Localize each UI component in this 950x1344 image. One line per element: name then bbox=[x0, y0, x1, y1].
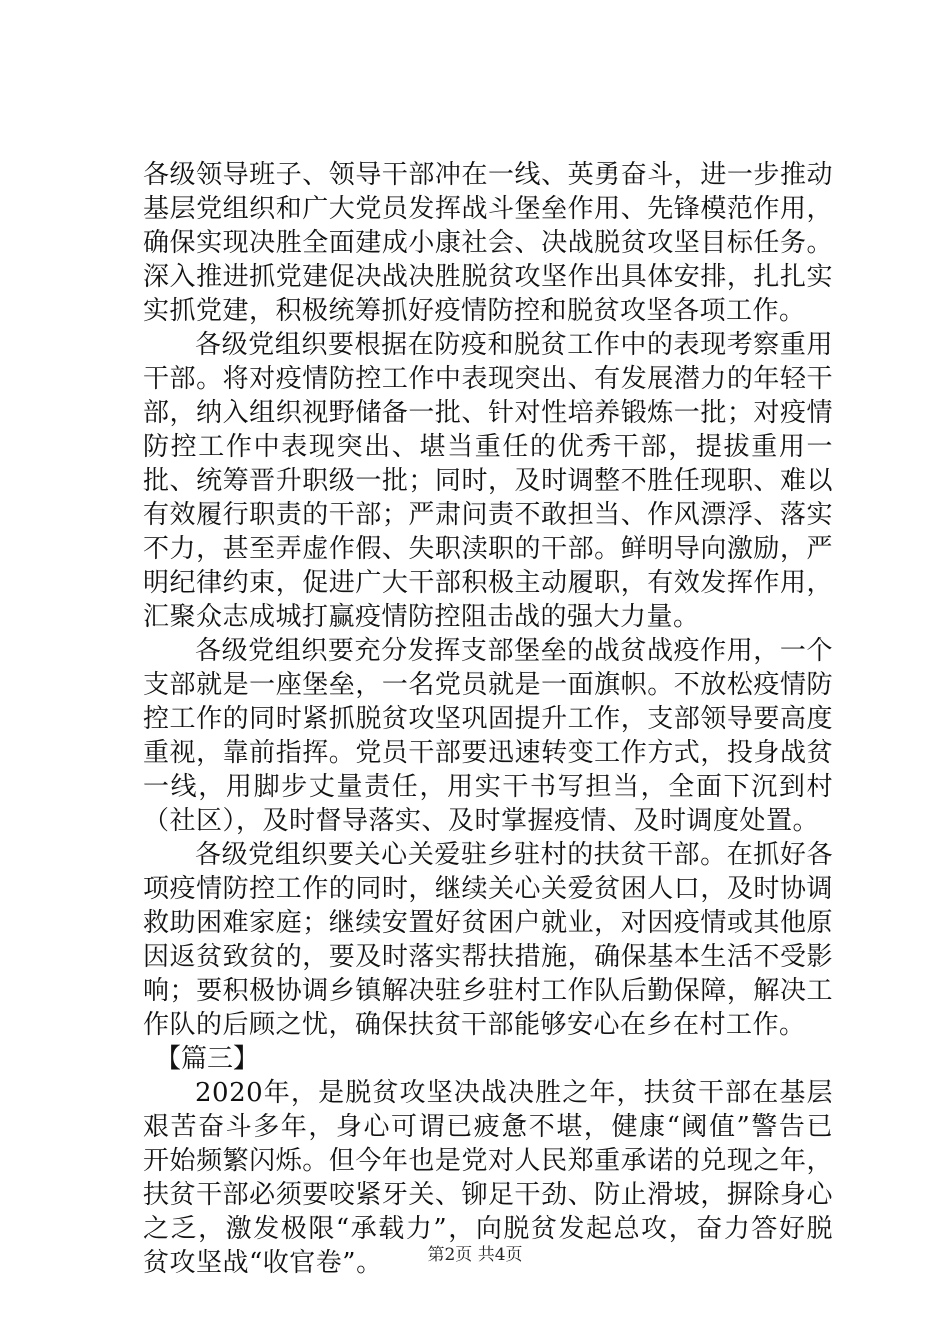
body-paragraph: 各级党组织要根据在防疫和脱贫工作中的表现考察重用干部。将对疫情防控工作中表现突出、有发展潜力的年轻干部，纳入组织视野储备一批、针对性培养锻炼一批；对疫情防控工作中表现突出、堪当重任的优秀干部，提拔重用一批、统筹晋升职级一批；同时，及时调整不胜任现职、难以有效履行职责的干部；严肃问责不敢担当、作风漂浮、落实不力，甚至弄虚作假、失职渎职的干部。鲜明导向激励，严明纪律约束，促进广大干部积极主动履职，有效发挥作用，汇聚众志成城打赢疫情防控阻击战的强大力量。 bbox=[143, 330, 833, 632]
body-paragraph: 各级党组织要关心关爱驻乡驻村的扶贫干部。在抓好各项疫情防控工作的同时，继续关心关爱贫困人口，及时协调救助困难家庭；继续安置好贫困户就业，对因疫情或其他原因返贫致贫的，要及时落实帮扶措施，确保基本生活不受影响；要积极协调乡镇解决驻乡驻村工作队后勤保障，解决工作队的后顾之忧，确保扶贫干部能够安心在乡在村工作。 bbox=[143, 840, 833, 1040]
body-paragraph: 各级党组织要充分发挥支部堡垒的战贫战疫作用，一个支部就是一座堡垒，一名党员就是一面旗帜。不放松疫情防控工作的同时紧抓脱贫攻坚巩固提升工作，支部领导要高度重视，靠前指挥。党员干部要迅速转变工作方式，投身战贫一线，用脚步丈量责任，用实干书写担当，全面下沉到村（社区），及时督导落实、及时掌握疫情、及时调度处置。 bbox=[143, 636, 833, 836]
page-number-footer: 第2页 共4页 bbox=[427, 1245, 523, 1265]
body-paragraph: 2020年，是脱贫攻坚决战决胜之年，扶贫干部在基层艰苦奋斗多年，身心可谓已疲惫不堪，健康“阈值”警告已开始频繁闪烁。但今年也是党对人民郑重承诺的兑现之年，扶贫干部必须要咬紧牙关、铆足干劲、防止滑坡，摒除身心之乏，激发极限“承载力”，向脱贫发起总攻，奋力答好脱贫攻坚战“收官卷”。 bbox=[143, 1078, 833, 1278]
section-heading: 【篇三】 bbox=[155, 1044, 260, 1074]
document-body bbox=[143, 158, 833, 1280]
body-paragraph: 各级领导班子、领导干部冲在一线、英勇奋斗，进一步推动基层党组织和广大党员发挥战斗堡垒作用、先锋模范作用，确保实现决胜全面建成小康社会、决战脱贫攻坚目标任务。深入推进抓党建促决战决胜脱贫攻坚作出具体安排，扎扎实实抓党建，积极统筹抓好疫情防控和脱贫攻坚各项工作。 bbox=[143, 160, 833, 326]
